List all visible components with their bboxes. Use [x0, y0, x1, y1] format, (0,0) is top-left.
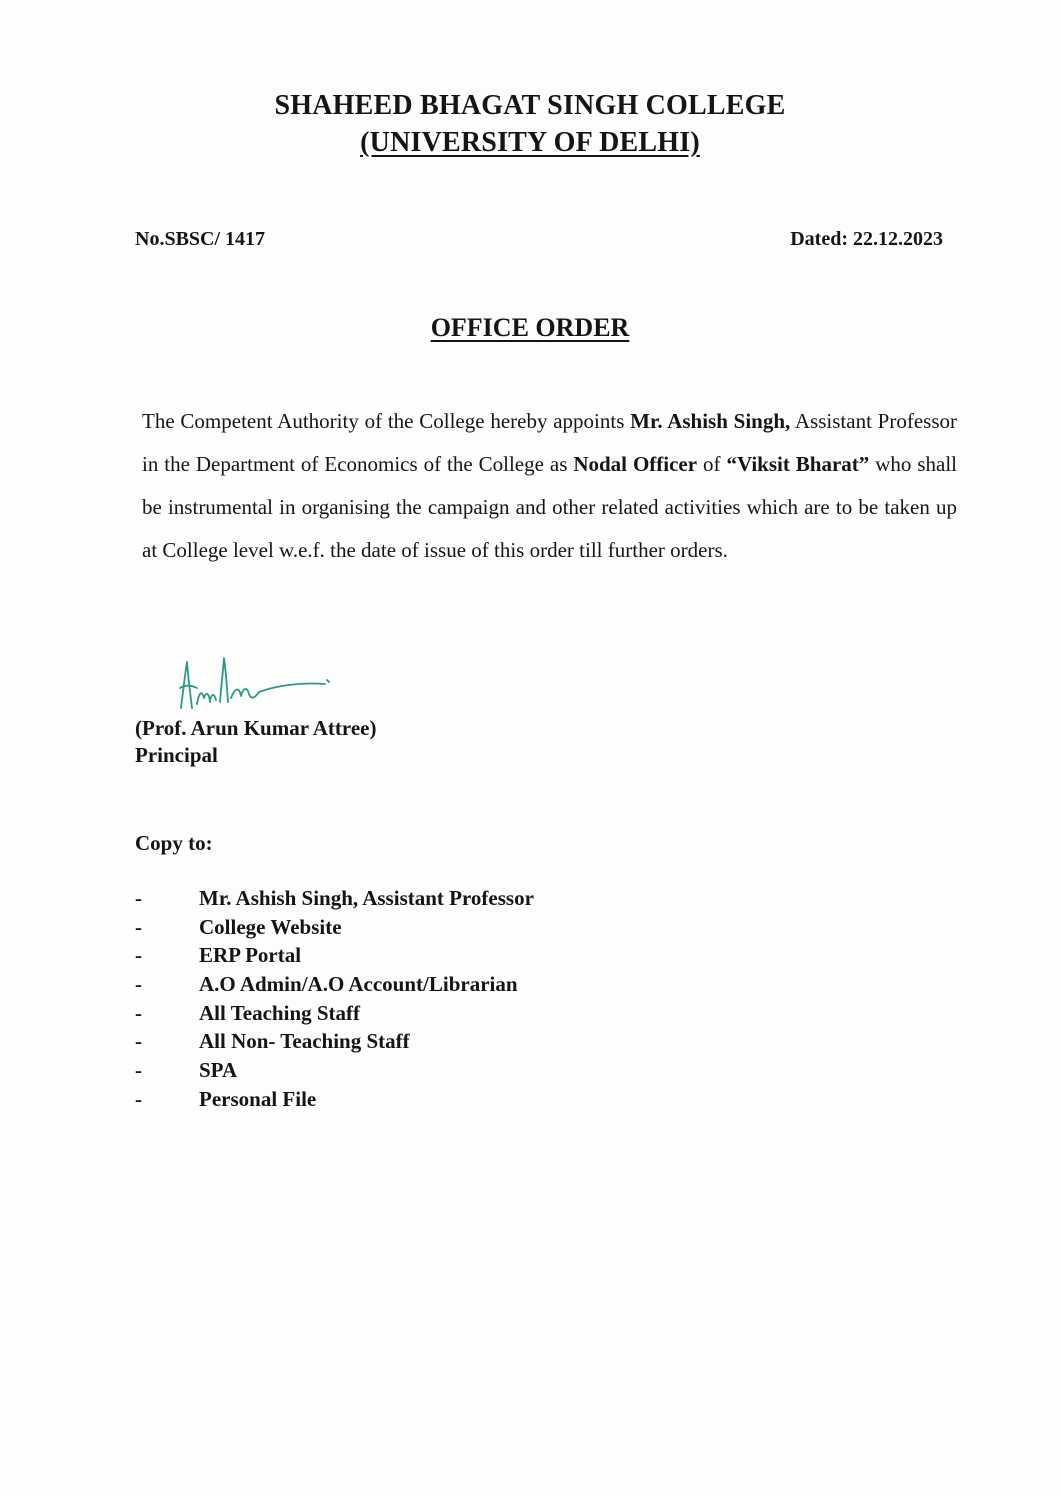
- signatory-title: Principal: [135, 743, 218, 767]
- copy-to-item: [135, 1056, 534, 1085]
- copy-to-item-text: A.O Admin/A.O Account/Librarian: [199, 972, 518, 997]
- list-bullet: -: [135, 972, 142, 997]
- copy-to-item-text: ERP Portal: [199, 943, 302, 968]
- list-bullet: -: [135, 1000, 142, 1025]
- body-text-2: Assistant Professor in the Department of Economics of the College as: [142, 409, 957, 476]
- body-text-3: of: [697, 452, 727, 476]
- copy-to-item-text: SPA: [199, 1058, 238, 1083]
- program-name: “Viksit Bharat”: [726, 452, 870, 476]
- list-bullet: -: [135, 1029, 142, 1054]
- list-bullet: -: [135, 886, 142, 910]
- reference-number: No.SBSC/ 1417: [135, 228, 266, 250]
- copy-to-list: [135, 884, 534, 1114]
- body-text-1: The Competent Authority of the College hereby appoints: [142, 409, 631, 433]
- copy-to-item-text: Mr. Ashish Singh, Assistant Professor: [199, 886, 534, 910]
- list-bullet: -: [135, 1086, 142, 1111]
- list-bullet: -: [135, 1058, 142, 1083]
- list-bullet: -: [135, 914, 142, 939]
- reference-date: Dated: 22.12.2023: [790, 228, 943, 250]
- copy-to-item: [135, 999, 534, 1028]
- appointee-name: Mr. Ashish Singh,: [630, 409, 791, 433]
- copy-to-item-text: All Teaching Staff: [199, 1000, 361, 1025]
- signatory-name: (Prof. Arun Kumar Attree): [135, 716, 377, 740]
- handwritten-signature: [175, 652, 335, 714]
- order-body: [142, 400, 957, 572]
- role-name: Nodal Officer: [573, 452, 698, 476]
- copy-to-item-text: Personal File: [199, 1086, 317, 1111]
- body-text-4: who shall be instrumental in organising the campaign and other related activities which are to be taken up at College level w.e.f. the date of issue of this order till further orders.: [142, 452, 958, 562]
- copy-to-item: [135, 970, 534, 999]
- copy-to-item: [135, 1085, 534, 1114]
- copy-to-item: [135, 941, 534, 970]
- copy-to-item-text: College Website: [199, 914, 342, 939]
- copy-to-item: [135, 1027, 534, 1056]
- document-title: OFFICE ORDER: [430, 313, 630, 342]
- college-name: SHAHEED BHAGAT SINGH COLLEGE: [274, 90, 786, 121]
- copy-to-item: [135, 913, 534, 942]
- copy-to-label: Copy to:: [135, 831, 213, 855]
- copy-to-item: [135, 884, 534, 913]
- list-bullet: -: [135, 943, 142, 968]
- copy-to-item-text: All Non- Teaching Staff: [199, 1029, 410, 1054]
- university-name: (UNIVERSITY OF DELHI): [360, 127, 700, 158]
